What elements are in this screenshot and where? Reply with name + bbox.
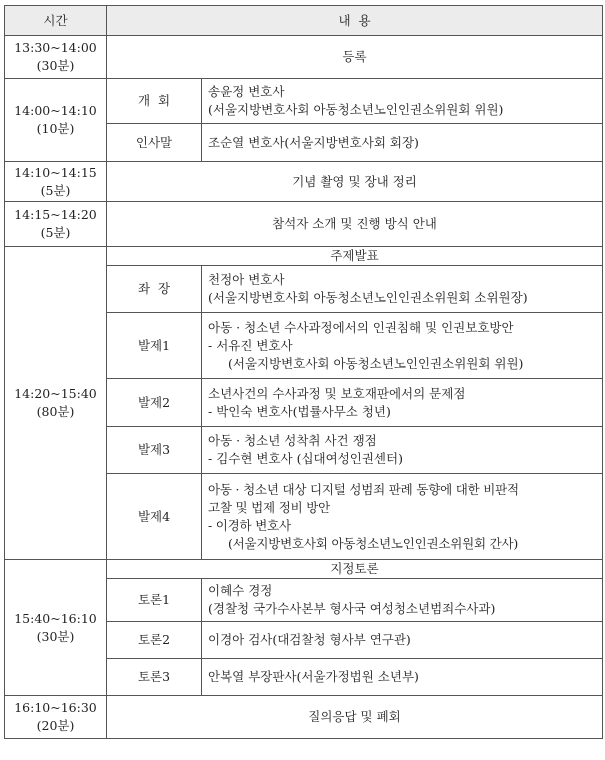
section-title: 주제발표 (107, 247, 603, 266)
time-duration: (5분) (40, 182, 71, 198)
time-range: 14:00~14:10 (14, 103, 97, 118)
content-line: 소년사건의 수사과정 및 보호재판에서의 문제점 (208, 385, 466, 401)
content-cell: 등록 (107, 36, 603, 79)
header-content: 내 용 (107, 6, 603, 36)
item-content (202, 659, 603, 696)
content-line: 이혜수 경정 (208, 583, 273, 598)
time-duration: (5분) (40, 225, 71, 240)
time-duration: (30분) (36, 628, 75, 644)
content-line: 안복열 부장판사(서울가정법원 소년부) (208, 669, 419, 684)
content-line: - 서유진 변호사 (208, 337, 293, 353)
item-content (202, 79, 603, 124)
item-label: 토론1 (107, 579, 202, 622)
item-label: 발제2 (107, 379, 202, 427)
content-line: 천정아 변호사 (208, 272, 285, 287)
time-range: 16:10~16:30 (14, 700, 97, 715)
time-duration: (30분) (36, 58, 75, 73)
schedule-table (4, 5, 603, 739)
item-content (202, 427, 603, 474)
item-content (202, 124, 603, 162)
item-content (202, 474, 603, 560)
content-line: (서울지방변호사회 아동청소년노인인권소위원회 위원) (228, 355, 524, 371)
content-line: 송윤정 변호사 (208, 84, 285, 99)
time-duration: (20분) (36, 718, 75, 733)
content-line: - 박인숙 변호사(법률사무소 청년) (208, 403, 391, 419)
table-row (5, 560, 603, 579)
time-cell (5, 202, 107, 247)
content-cell: 질의응답 및 폐회 (107, 696, 603, 739)
item-label: 개 회 (107, 79, 202, 124)
time-cell (5, 247, 107, 560)
table-row (5, 162, 603, 202)
item-content (202, 579, 603, 622)
content-line: (서울지방변호사회 아동청소년노인인권소위원회 위원) (208, 102, 504, 117)
item-label: 토론3 (107, 659, 202, 696)
content-line: - 김수현 변호사 (십대여성인권센터) (208, 451, 403, 466)
header-time: 시간 (5, 6, 107, 36)
content-cell: 참석자 소개 및 진행 방식 안내 (107, 202, 603, 247)
content-line: 아동 · 청소년 성착취 사건 쟁점 (208, 433, 377, 448)
item-label: 좌 장 (107, 266, 202, 313)
table-row (5, 247, 603, 266)
item-label: 발제4 (107, 474, 202, 560)
time-range: 13:30~14:00 (14, 40, 97, 55)
content-line: 아동 · 청소년 수사과정에서의 인권침해 및 인권보호방안 (208, 319, 514, 335)
item-label: 인사말 (107, 124, 202, 162)
item-label: 발제3 (107, 427, 202, 474)
item-label: 발제1 (107, 313, 202, 379)
content-line: - 이경하 변호사 (208, 517, 291, 533)
item-content (202, 622, 603, 659)
content-line: 이경아 검사(대검찰청 형사부 연구관) (208, 632, 411, 647)
content-line: (경찰청 국가수사본부 형사국 여성청소년범죄수사과) (208, 601, 496, 616)
time-range: 14:15~14:20 (14, 207, 97, 222)
content-line: 아동 · 청소년 대상 디지털 성범죄 판례 동향에 대한 비판적 (208, 481, 519, 497)
table-row (5, 696, 603, 739)
time-range: 15:40~16:10 (14, 610, 97, 626)
content-line: (서울지방변호사회 아동청소년노인인권소위원회 소위원장) (208, 290, 528, 305)
content-cell: 기념 촬영 및 장내 정리 (107, 162, 603, 202)
time-cell (5, 560, 107, 696)
item-content (202, 379, 603, 427)
table-row (5, 202, 603, 247)
time-range: 14:10~14:15 (14, 164, 97, 180)
content-line: (서울지방변호사회 아동청소년노인인권소위원회 간사) (228, 535, 519, 551)
table-row (5, 79, 603, 124)
time-duration: (80분) (36, 404, 75, 419)
content-line: 조순열 변호사(서울지방변호사회 회장) (208, 134, 419, 150)
item-label: 토론2 (107, 622, 202, 659)
time-cell (5, 79, 107, 162)
time-duration: (10분) (36, 121, 75, 136)
time-cell (5, 36, 107, 79)
content-line: 고찰 및 법제 정비 방안 (208, 499, 330, 515)
time-range: 14:20~15:40 (14, 386, 97, 401)
table-header-row (5, 6, 603, 36)
time-cell (5, 162, 107, 202)
item-content (202, 313, 603, 379)
time-cell (5, 696, 107, 739)
item-content (202, 266, 603, 313)
table-row (5, 36, 603, 79)
section-title: 지정토론 (107, 560, 603, 579)
